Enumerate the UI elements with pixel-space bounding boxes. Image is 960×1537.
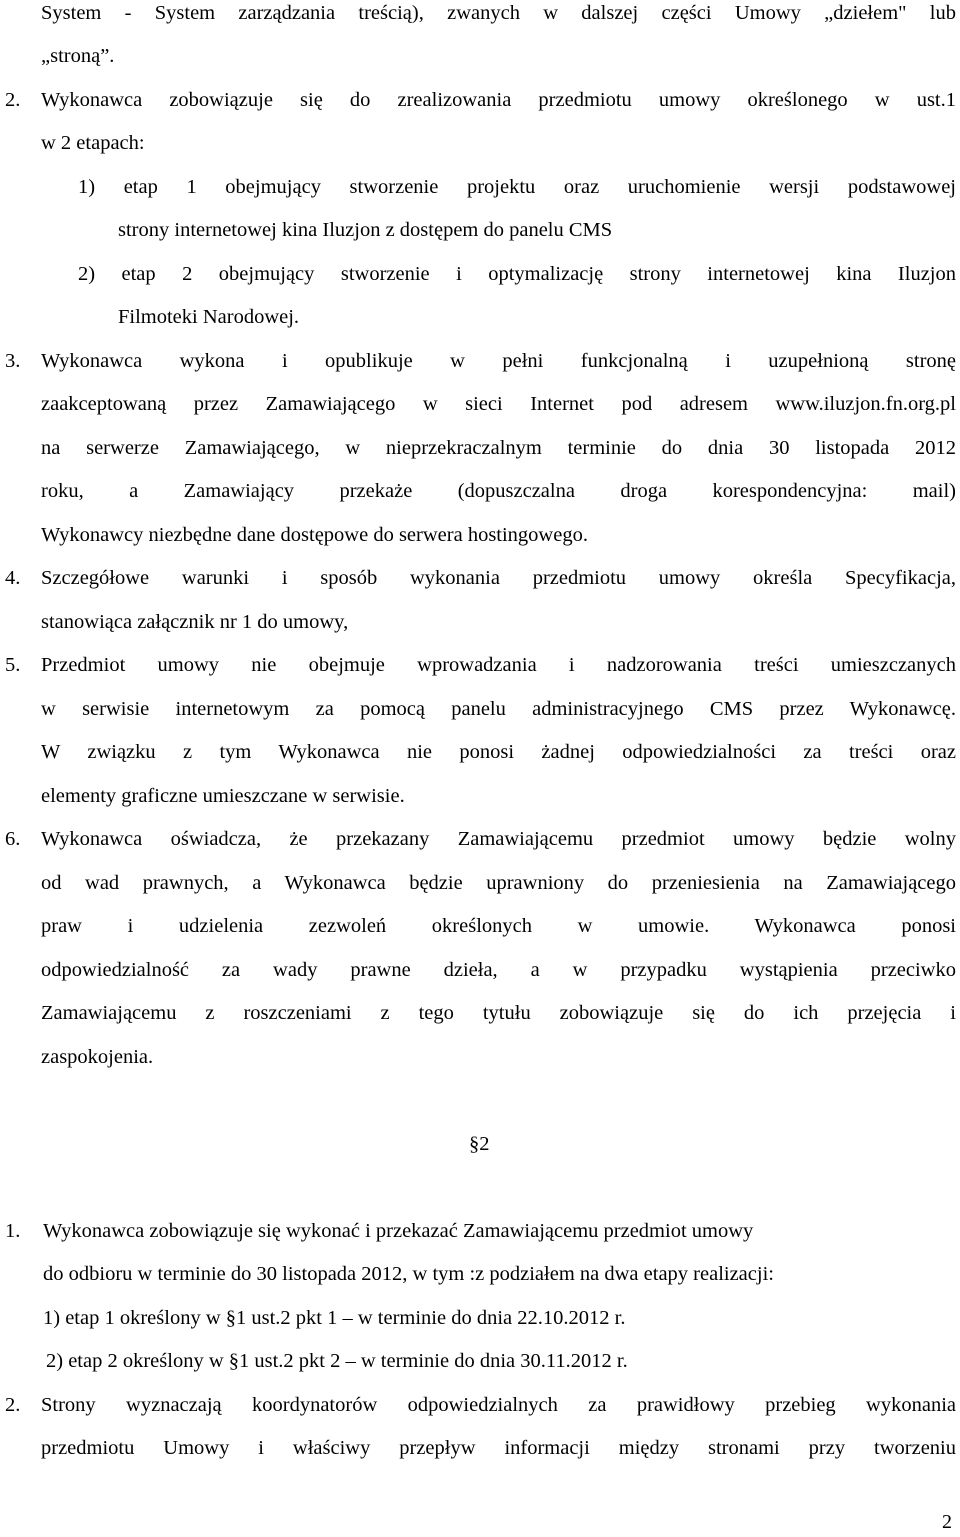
item-2-number: 2. [5,89,21,111]
s2-item-2-line-1: Strony wyznaczają koordynatorów odpowiedzialnych za prawidłowy przebieg wykonania [41,1394,956,1416]
item-6-number: 6. [5,828,21,850]
item-2-sub-2-line-1: 2) etap 2 obejmujący stworzenie i optymalizację strony internetowej kina Iluzjon [78,263,956,285]
s2-item-1-line-1: Wykonawca zobowiązuje się wykonać i przekazać Zamawiającemu przedmiot umowy [43,1220,754,1242]
item-6-line-5: Zamawiającemu z roszczeniami z tego tytułu zobowiązuje się do ich przejęcia i [41,1002,956,1024]
item-2-sub-2-line-2: Filmoteki Narodowej. [118,306,300,328]
s2-item-2-number: 2. [5,1394,21,1416]
s2-item-1-line-2: do odbioru w terminie do 30 listopada 2012, w tym :z podziałem na dwa etapy realizacji: [43,1263,774,1285]
s2-item-2-line-2: przedmiotu Umowy i właściwy przepływ informacji między stronami przy tworzeniu [41,1437,956,1459]
section-2-heading: §2 [469,1133,490,1155]
item-3-line-5: Wykonawcy niezbędne dane dostępowe do serwera hostingowego. [41,524,588,546]
item-2-sub-1-line-1: 1) etap 1 obejmujący stworzenie projektu oraz uruchomienie wersji podstawowej [78,176,956,198]
item-5-line-3: W związku z tym Wykonawca nie ponosi żadnej odpowiedzialności za treści oraz [41,741,956,763]
item-3-line-3: na serwerze Zamawiającego, w nieprzekraczalnym terminie do dnia 30 listopada 2012 [41,437,956,459]
s2-item-1-line-4: 2) etap 2 określony w §1 ust.2 pkt 2 – w terminie do dnia 30.11.2012 r. [46,1350,628,1372]
page-number: 2 [942,1511,952,1533]
item-4-line-2: stanowiąca załącznik nr 1 do umowy, [41,611,349,633]
item-3-line-1: Wykonawca wykona i opublikuje w pełni funkcjonalną i uzupełnioną stronę [41,350,956,372]
item-5-line-2: w serwisie internetowym za pomocą panelu administracyjnego CMS przez Wykonawcę. [41,698,956,720]
item-5-line-4: elementy graficzne umieszczane w serwisie. [41,785,405,807]
continuation-line-1: System - System zarządzania treścią), zwanych w dalszej części Umowy „dziełem" lub [41,2,956,24]
item-6-line-1: Wykonawca oświadcza, że przekazany Zamawiającemu przedmiot umowy będzie wolny [41,828,956,850]
item-3-line-4: roku, a Zamawiający przekaże (dopuszczalna droga korespondencyjna: mail) [41,480,956,502]
s2-item-1-line-3: 1) etap 1 określony w §1 ust.2 pkt 1 – w terminie do dnia 22.10.2012 r. [43,1307,626,1329]
item-3-number: 3. [5,350,21,372]
continuation-line-2: „stroną”. [41,45,115,67]
item-5-line-1: Przedmiot umowy nie obejmuje wprowadzania i nadzorowania treści umieszczanych [41,654,956,676]
item-6-line-3: praw i udzielenia zezwoleń określonych w umowie. Wykonawca ponosi [41,915,956,937]
item-2-sub-1-line-2: strony internetowej kina Iluzjon z dostępem do panelu CMS [118,219,613,241]
item-2-line-2: w 2 etapach: [41,132,145,154]
item-6-line-4: odpowiedzialność za wady prawne dzieła, a w przypadku wystąpienia przeciwko [41,959,956,981]
item-3-line-2: zaakceptowaną przez Zamawiającego w sieci Internet pod adresem www.iluzjon.fn.org.pl [41,393,956,415]
item-6-line-6: zaspokojenia. [41,1046,154,1068]
item-4-line-1: Szczegółowe warunki i sposób wykonania przedmiotu umowy określa Specyfikacja, [41,567,956,589]
s2-item-1-number: 1. [5,1220,21,1242]
item-6-line-2: od wad prawnych, a Wykonawca będzie uprawniony do przeniesienia na Zamawiającego [41,872,956,894]
item-5-number: 5. [5,654,21,676]
item-2-line-1: Wykonawca zobowiązuje się do zrealizowania przedmiotu umowy określonego w ust.1 [41,89,956,111]
item-4-number: 4. [5,567,21,589]
